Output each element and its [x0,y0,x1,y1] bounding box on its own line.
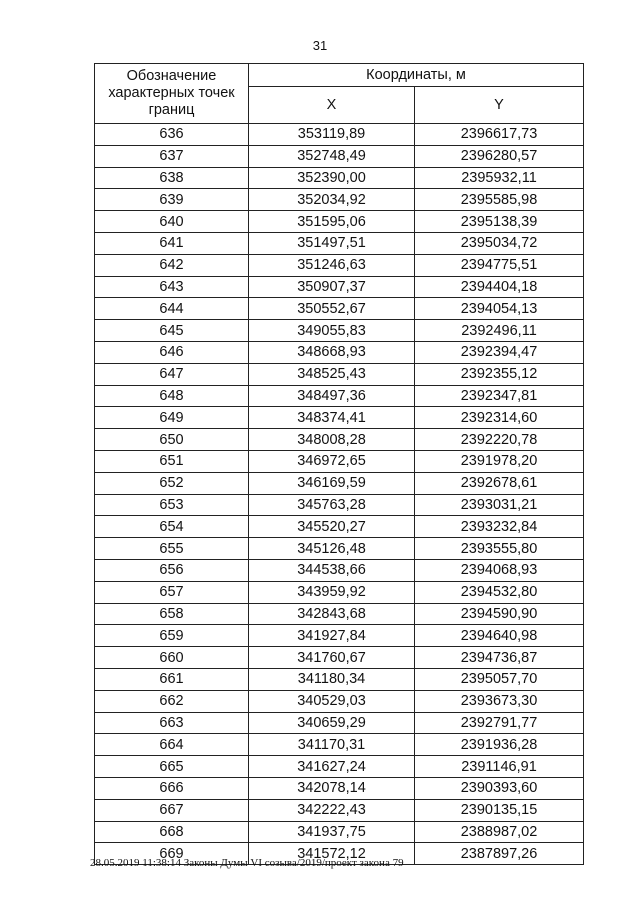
cell-y: 2394640,98 [415,625,584,647]
cell-point-id: 652 [95,472,249,494]
cell-x: 345520,27 [249,516,415,538]
cell-point-id: 640 [95,211,249,233]
cell-y: 2394736,87 [415,647,584,669]
cell-y: 2392220,78 [415,429,584,451]
table-row [95,821,584,843]
header-coordinates: Координаты, м [249,64,584,87]
cell-x: 352034,92 [249,189,415,211]
cell-y: 2394054,13 [415,298,584,320]
cell-y: 2395034,72 [415,232,584,254]
cell-y: 2394404,18 [415,276,584,298]
cell-point-id: 644 [95,298,249,320]
cell-point-id: 642 [95,254,249,276]
table-row [95,407,584,429]
table-row [95,734,584,756]
cell-y: 2392347,81 [415,385,584,407]
cell-point-id: 637 [95,145,249,167]
cell-point-id: 654 [95,516,249,538]
cell-y: 2393673,30 [415,690,584,712]
table-row [95,341,584,363]
cell-point-id: 639 [95,189,249,211]
cell-y: 2392496,11 [415,320,584,342]
cell-x: 351497,51 [249,232,415,254]
cell-y: 2394068,93 [415,559,584,581]
table-row [95,777,584,799]
header-point-line: границ [148,102,195,118]
cell-point-id: 643 [95,276,249,298]
cell-y: 2390135,15 [415,799,584,821]
table-row [95,298,584,320]
cell-y: 2395138,39 [415,211,584,233]
cell-y: 2388987,02 [415,821,584,843]
table-row [95,363,584,385]
document-footer: 28.05.2019 11:38:14 Законы Думы VI созыва/2019/проект закона 79 [90,857,404,869]
cell-y: 2392314,60 [415,407,584,429]
cell-x: 341927,84 [249,625,415,647]
cell-y: 2392394,47 [415,341,584,363]
table-row [95,625,584,647]
cell-x: 341760,67 [249,647,415,669]
header-point-line: Обозначение [126,68,217,84]
table-row [95,211,584,233]
cell-point-id: 638 [95,167,249,189]
cell-y: 2395057,70 [415,668,584,690]
cell-x: 341180,34 [249,668,415,690]
cell-point-id: 661 [95,668,249,690]
cell-y: 2387897,26 [415,843,584,865]
cell-point-id: 645 [95,320,249,342]
cell-y: 2394775,51 [415,254,584,276]
cell-point-id: 660 [95,647,249,669]
cell-y: 2396280,57 [415,145,584,167]
cell-y: 2395585,98 [415,189,584,211]
cell-x: 345763,28 [249,494,415,516]
cell-x: 348008,28 [249,429,415,451]
cell-x: 348374,41 [249,407,415,429]
header-x: X [249,87,415,124]
cell-y: 2396617,73 [415,124,584,146]
table-row [95,189,584,211]
cell-y: 2392791,77 [415,712,584,734]
cell-point-id: 666 [95,777,249,799]
table-row [95,690,584,712]
cell-point-id: 668 [95,821,249,843]
cell-y: 2392355,12 [415,363,584,385]
cell-y: 2394532,80 [415,581,584,603]
header-y: Y [415,87,584,124]
cell-point-id: 669 [95,843,249,865]
cell-x: 349055,83 [249,320,415,342]
table-row [95,603,584,625]
cell-point-id: 651 [95,450,249,472]
table-row [95,756,584,778]
cell-point-id: 636 [95,124,249,146]
table-body [95,124,584,865]
cell-x: 351246,63 [249,254,415,276]
cell-point-id: 664 [95,734,249,756]
cell-y: 2391146,91 [415,756,584,778]
cell-x: 348668,93 [249,341,415,363]
cell-y: 2395932,11 [415,167,584,189]
cell-y: 2392678,61 [415,472,584,494]
cell-y: 2391936,28 [415,734,584,756]
cell-y: 2394590,90 [415,603,584,625]
cell-x: 342078,14 [249,777,415,799]
table-row [95,254,584,276]
table-row [95,494,584,516]
table-row [95,167,584,189]
cell-x: 348497,36 [249,385,415,407]
table-row [95,516,584,538]
cell-y: 2393555,80 [415,538,584,560]
cell-x: 343959,92 [249,581,415,603]
table-row [95,320,584,342]
cell-y: 2393031,21 [415,494,584,516]
cell-point-id: 667 [95,799,249,821]
cell-point-id: 662 [95,690,249,712]
cell-x: 342843,68 [249,603,415,625]
table-row [95,145,584,167]
cell-x: 352390,00 [249,167,415,189]
page-number: 31 [312,38,328,53]
cell-x: 351595,06 [249,211,415,233]
table-row [95,276,584,298]
cell-x: 341937,75 [249,821,415,843]
cell-x: 340659,29 [249,712,415,734]
cell-x: 341572,12 [249,843,415,865]
cell-point-id: 656 [95,559,249,581]
table-row [95,799,584,821]
cell-x: 346169,59 [249,472,415,494]
cell-x: 341170,31 [249,734,415,756]
cell-x: 352748,49 [249,145,415,167]
cell-y: 2393232,84 [415,516,584,538]
cell-point-id: 646 [95,341,249,363]
cell-point-id: 647 [95,363,249,385]
table-row [95,472,584,494]
cell-x: 350552,67 [249,298,415,320]
table-row [95,647,584,669]
table-row [95,712,584,734]
cell-x: 344538,66 [249,559,415,581]
cell-y: 2390393,60 [415,777,584,799]
cell-x: 346972,65 [249,450,415,472]
header-point-designation [95,64,249,124]
cell-x: 353119,89 [249,124,415,146]
table-row [95,429,584,451]
table-row [95,538,584,560]
cell-point-id: 657 [95,581,249,603]
table-header [95,64,584,124]
cell-x: 350907,37 [249,276,415,298]
cell-point-id: 658 [95,603,249,625]
table-row [95,581,584,603]
cell-point-id: 650 [95,429,249,451]
cell-y: 2391978,20 [415,450,584,472]
cell-point-id: 655 [95,538,249,560]
table-row [95,124,584,146]
table-row [95,559,584,581]
cell-x: 348525,43 [249,363,415,385]
cell-point-id: 659 [95,625,249,647]
cell-point-id: 663 [95,712,249,734]
cell-point-id: 665 [95,756,249,778]
cell-x: 340529,03 [249,690,415,712]
cell-point-id: 641 [95,232,249,254]
coordinates-table [94,63,584,865]
cell-point-id: 649 [95,407,249,429]
cell-x: 342222,43 [249,799,415,821]
cell-x: 345126,48 [249,538,415,560]
table-row [95,232,584,254]
cell-point-id: 653 [95,494,249,516]
table-row [95,450,584,472]
table-row [95,668,584,690]
cell-x: 341627,24 [249,756,415,778]
cell-point-id: 648 [95,385,249,407]
header-point-line: характерных точек [108,85,235,101]
table-row [95,385,584,407]
